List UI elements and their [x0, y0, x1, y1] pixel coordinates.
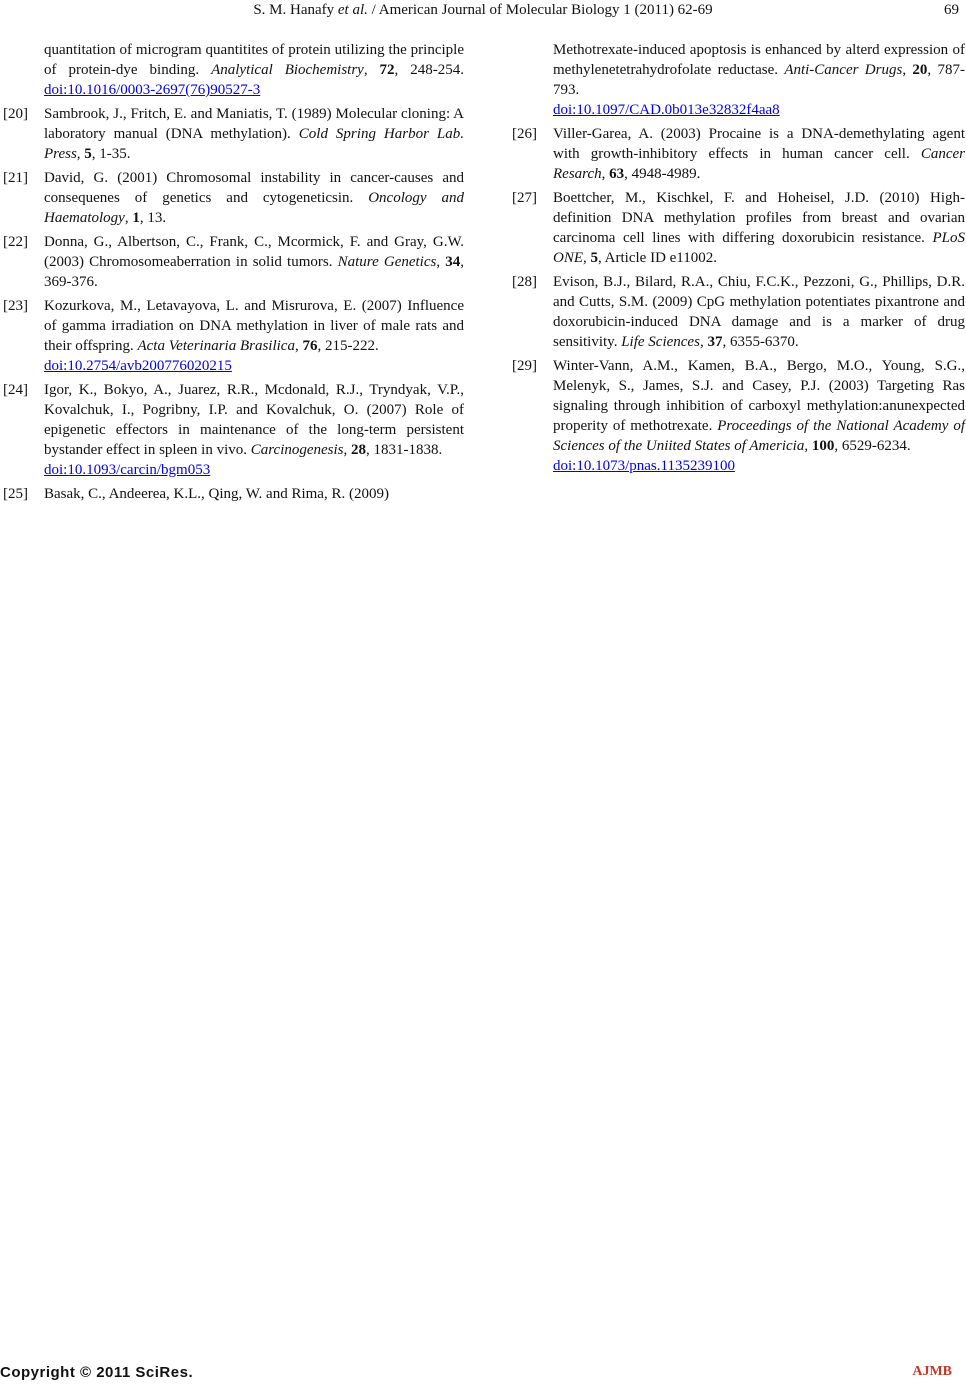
journal-abbrev: AJMB	[912, 1364, 952, 1379]
reference-text: Methotrexate-induced apoptosis is enhanced by alterd expression of methylenetetrahydrofolate reductase.	[553, 42, 965, 78]
reference-number: [28]	[512, 274, 537, 290]
reference-text: Kozurkova, M., Letavayova, L. and Misrurova, E. (2007) Influence of gamma irradiation on DNA methylation in liver of male rats and their offspring.	[44, 298, 464, 354]
reference-pages: , 4948-4989.	[624, 166, 701, 182]
reference-volume: 5	[84, 146, 92, 162]
doi-link[interactable]: doi:10.1016/0003-2697(76)90527-3	[44, 82, 261, 98]
reference-pages: , 248-254.	[394, 62, 464, 78]
reference-pages: , 1831-1838.	[366, 442, 443, 458]
doi-link[interactable]: doi:10.1093/carcin/bgm053	[44, 462, 211, 478]
right-column	[509, 40, 965, 480]
reference-venue: Proceedings of the National Academy of Sciences of the Uniited States of Americia	[553, 418, 965, 454]
reference-number: [26]	[512, 126, 537, 142]
reference-number: [27]	[512, 190, 537, 206]
reference-volume: 34	[445, 254, 461, 270]
reference-entry: [29] Winter-Vann, A.M., Kamen, B.A., Bergo, M.O., Young, S.G., Melenyk, S., James, S.J. and Casey, P.J. (2003) Targeting Ras signaling through inhibition of carboxyl methylation:anunexpected properity of methotrexate. Proceedings of the National Academy of Sciences of the Uniited States of Americia, 100, 6529-6234. doi:10.1073/pnas.1135239100	[512, 358, 965, 474]
reference-number: [29]	[512, 358, 537, 374]
reference-text: Evison, B.J., Bilard, R.A., Chiu, F.C.K., Pezzoni, G., Phillips, D.R. and Cutts, S.M. (2009) CpG methylation potentiates pixantrone and doxorubicin-induced DNA damage and is a marker of drug sensitivity.	[553, 274, 965, 350]
reference-volume: 63	[609, 166, 625, 182]
reference-entry: [23] Kozurkova, M., Letavayova, L. and Misrurova, E. (2007) Influence of gamma irradiation on DNA methylation in liver of male rats and their offspring. Acta Veterinaria Brasilica, 76, 215-222. doi:10.2754/avb200776020215	[3, 298, 464, 374]
reference-number: [24]	[3, 382, 28, 398]
reference-entry: [20] Sambrook, J., Fritch, E. and Maniatis, T. (1989) Molecular cloning: A laboratory manual (DNA methylation). Cold Spring Harbor Lab. Press, 5, 1-35.	[3, 106, 464, 162]
reference-venue: Carcinogenesis	[250, 442, 344, 458]
reference-entry: [26] Viller-Garea, A. (2003) Procaine is a DNA-demethylating agent with growth-inhibitory effects in human cancer cell. Cancer Resarch, 63, 4948-4989.	[512, 126, 965, 182]
reference-entry: [21] David, G. (2001) Chromosomal instability in cancer-causes and consequenes of genetics and cytogeneticsin. Oncology and Haematology, 1, 13.	[3, 170, 464, 226]
reference-venue: Acta Veterinaria Brasilica	[137, 338, 295, 354]
reference-entry: [27] Boettcher, M., Kischkel, F. and Hoheisel, J.D. (2010) High-definition DNA methylation profiles from breast and ovarian carcinoma cell lines with differing doxorubicin resistance. PLoS ONE, 5, Article ID e11002.	[512, 190, 965, 266]
reference-text: Igor, K., Bokyo, A., Juarez, R.R., Mcdonald, R.J., Tryndyak, V.P., Kovalchuk, I., Pogribny, I.P. and Kovalchuk, O. (2007) Role of epigenetic effectors in maintenance of the long-term persistent bystander effect in spleen in vivo.	[44, 382, 464, 458]
header-etal: et al.	[337, 2, 368, 18]
reference-volume: 100	[811, 438, 835, 454]
reference-text: Basak, C., Andeerea, K.L., Qing, W. and Rima, R. (2009)	[44, 486, 389, 502]
reference-venue: Cancer Resarch	[553, 146, 965, 182]
reference-pages: , 369-376.	[44, 254, 464, 290]
reference-venue: Analytical Biochemistry	[211, 62, 364, 78]
reference-text: Donna, G., Albertson, C., Frank, C., Mcormick, F. and Gray, G.W. (2003) Chromosomeaberration in solid tumors.	[44, 234, 464, 270]
reference-venue: Nature Genetics	[337, 254, 437, 270]
reference-pages: , Article ID e11002.	[598, 250, 717, 266]
reference-number: [20]	[3, 106, 28, 122]
reference-number: [22]	[3, 234, 28, 250]
reference-pages: , 6355-6370.	[722, 334, 799, 350]
reference-entry	[0, 484, 464, 504]
reference-venue: Life Sciences	[621, 334, 700, 350]
reference-volume: 1	[132, 210, 140, 226]
reference-number: [25]	[3, 486, 28, 502]
reference-text: David, G. (2001) Chromosomal instability in cancer-causes and consequenes of genetics and cytogeneticsin.	[44, 170, 464, 206]
reference-venue: Oncology and Haematology	[44, 190, 464, 226]
reference-pages: , 6529-6234.	[834, 438, 911, 454]
page-number: 69	[944, 2, 959, 18]
doi-link[interactable]: doi:10.2754/avb200776020215	[44, 358, 232, 374]
reference-entry: [28] Evison, B.J., Bilard, R.A., Chiu, F.C.K., Pezzoni, G., Phillips, D.R. and Cutts, S.M. (2009) CpG methylation potentiates pixantrone and doxorubicin-induced DNA damage and is a marker of drug sensitivity. Life Sciences, 37, 6355-6370.	[512, 274, 965, 350]
reference-pages: , 13.	[139, 210, 167, 226]
reference-entry: quantitation of microgram quantitites of protein utilizing the principle of protein-dye binding. Analytical Biochemistry, 72, 248-254. doi:10.1016/0003-2697(76)90527-3	[44, 42, 464, 98]
reference-venue: PLoS ONE	[553, 230, 965, 266]
reference-pages: , 1-35.	[91, 146, 131, 162]
reference-entry: [22] Donna, G., Albertson, C., Frank, C., Mcormick, F. and Gray, G.W. (2003) Chromosomeaberration in solid tumors. Nature Genetics, 34, 369-376.	[3, 234, 464, 290]
running-head	[0, 2, 966, 24]
reference-volume: 72	[379, 62, 395, 78]
copyright-notice: Copyright © 2011 SciRes.	[0, 1364, 194, 1381]
doi-link[interactable]: doi:10.1073/pnas.1135239100	[553, 458, 735, 474]
reference-text: Viller-Garea, A. (2003) Procaine is a DNA-demethylating agent with growth-inhibitory effects in human cancer cell.	[553, 126, 965, 162]
reference-pages: , 215-222.	[317, 338, 379, 354]
reference-text: Sambrook, J., Fritch, E. and Maniatis, T. (1989) Molecular cloning: A laboratory manual (DNA methylation).	[44, 106, 464, 142]
reference-venue: Anti-Cancer Drugs	[784, 62, 903, 78]
left-column	[0, 40, 464, 508]
reference-text: Boettcher, M., Kischkel, F. and Hoheisel, J.D. (2010) High-definition DNA methylation profiles from breast and ovarian carcinoma cell lines with differing doxorubicin resistance.	[553, 190, 965, 246]
reference-text: quantitation of microgram quantitites of protein utilizing the principle of protein-dye binding.	[44, 42, 464, 78]
reference-venue: Cold Spring Harbor Lab. Press	[44, 126, 464, 162]
reference-entry: Methotrexate-induced apoptosis is enhanced by alterd expression of methylenetetrahydrofolate reductase. Anti-Cancer Drugs, 20, 787-793. doi:10.1097/CAD.0b013e32832f4aa8	[553, 42, 965, 118]
reference-volume: 28	[351, 442, 367, 458]
running-head-title	[0, 2, 966, 19]
reference-pages: , 787-793.	[553, 62, 965, 98]
reference-text: Winter-Vann, A.M., Kamen, B.A., Bergo, M.O., Young, S.G., Melenyk, S., James, S.J. and Casey, P.J. (2003) Targeting Ras signaling through inhibition of carboxyl methylation:anunexpected properity of methotrexate.	[553, 358, 965, 434]
reference-volume: 20	[912, 62, 928, 78]
reference-number: [21]	[3, 170, 28, 186]
doi-link[interactable]: doi:10.1097/CAD.0b013e32832f4aa8	[553, 102, 780, 118]
header-authors: S. M. Hanafy	[253, 2, 335, 18]
reference-volume: 76	[302, 338, 318, 354]
reference-volume: 37	[707, 334, 723, 350]
page-footer	[0, 1364, 966, 1386]
reference-entry: [24] Igor, K., Bokyo, A., Juarez, R.R., Mcdonald, R.J., Tryndyak, V.P., Kovalchuk, I., Pogribny, I.P. and Kovalchuk, O. (2007) Role of epigenetic effectors in maintenance of the long-term persistent bystander effect in spleen in vivo. Carcinogenesis, 28, 1831-1838. doi:10.1093/carcin/bgm053	[3, 382, 464, 478]
reference-volume: 5	[590, 250, 598, 266]
header-journal-info: / American Journal of Molecular Biology 1 (2011) 62-69	[367, 2, 713, 18]
reference-number: [23]	[3, 298, 28, 314]
